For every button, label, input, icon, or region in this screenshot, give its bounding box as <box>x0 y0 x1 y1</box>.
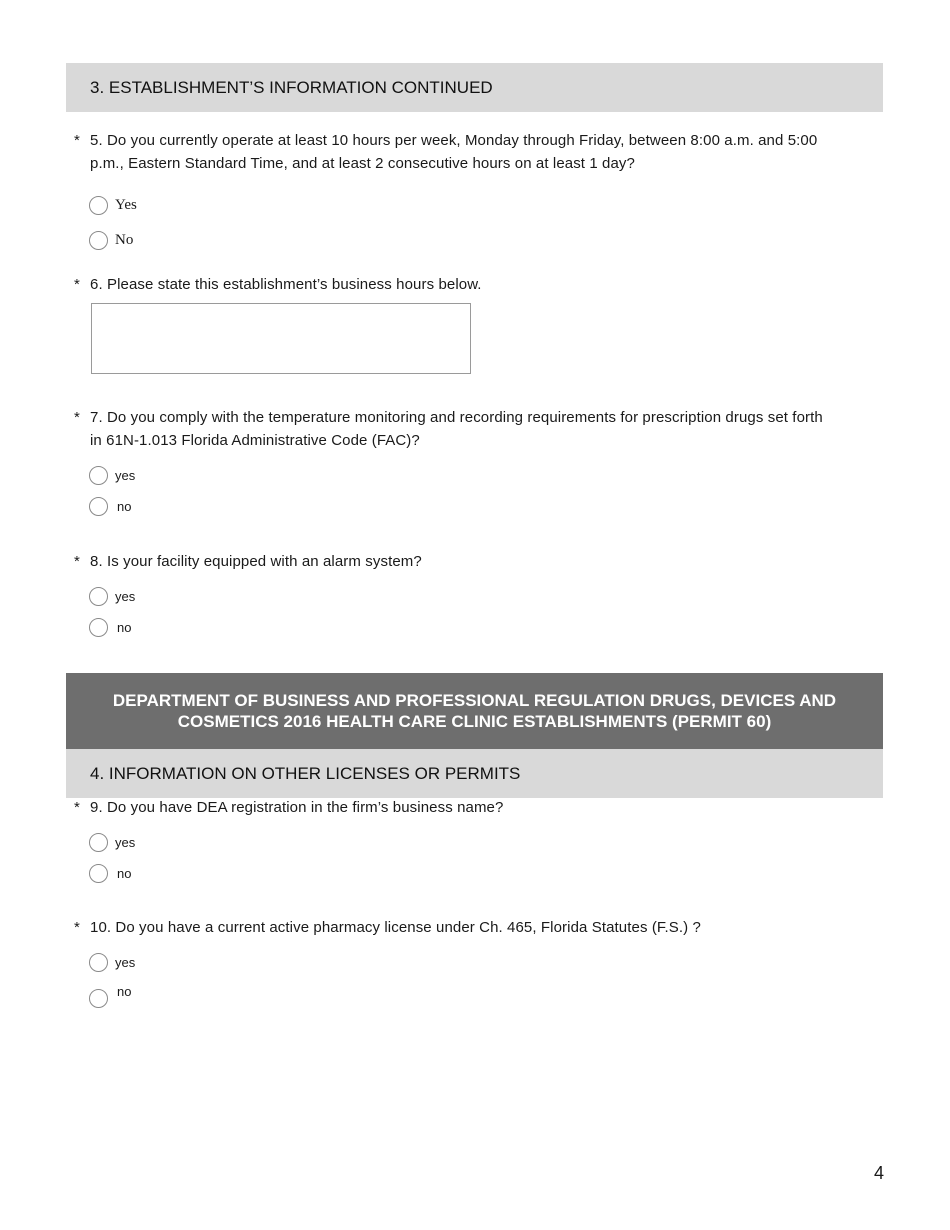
page-number: 4 <box>873 1163 884 1183</box>
q8-option-yes[interactable] <box>89 587 135 606</box>
q7-option-yes[interactable] <box>89 466 135 485</box>
question-10-text: 10. Do you have a current active pharmacy license under Ch. 465, Florida Statutes (F.S.) ? <box>90 919 701 936</box>
radio-button[interactable] <box>89 196 108 215</box>
question-8 <box>74 550 824 573</box>
question-9 <box>74 796 824 819</box>
q7-option-no-label: no <box>117 499 132 514</box>
radio-button[interactable] <box>89 953 108 972</box>
radio-button[interactable] <box>89 864 108 883</box>
required-marker: * <box>74 132 80 149</box>
q5-option-no[interactable] <box>89 231 133 250</box>
q10-option-no[interactable] <box>89 984 131 1008</box>
section-3-header <box>66 63 883 112</box>
q8-option-no-label: no <box>117 620 132 635</box>
question-7 <box>74 406 824 452</box>
radio-button[interactable] <box>89 466 108 485</box>
radio-button[interactable] <box>89 618 108 637</box>
q9-option-yes-label: yes <box>115 835 136 850</box>
banner-line-2: COSMETICS 2016 HEALTH CARE CLINIC ESTABLISHMENTS (PERMIT 60) <box>177 712 772 731</box>
question-10 <box>74 916 824 939</box>
required-marker: * <box>74 553 80 570</box>
q5-option-yes[interactable] <box>89 196 137 215</box>
q5-option-no-label: No <box>115 232 134 248</box>
required-marker: * <box>74 276 80 293</box>
radio-button[interactable] <box>89 231 108 250</box>
section-4-title: 4. INFORMATION ON OTHER LICENSES OR PERMITS <box>90 763 521 783</box>
q7-option-no[interactable] <box>89 497 131 516</box>
q9-option-yes[interactable] <box>89 833 135 852</box>
question-7-text: 7. Do you comply with the temperature monitoring and recording requirements for prescription drugs set forth in 61N-1.013 Florida Administrative Code (FAC)? <box>90 409 823 449</box>
department-banner-text <box>113 690 836 732</box>
question-9-text: 9. Do you have DEA registration in the firm’s business name? <box>90 799 504 816</box>
radio-button[interactable] <box>89 989 108 1008</box>
business-hours-textarea[interactable] <box>91 303 471 374</box>
q9-option-no[interactable] <box>89 864 131 883</box>
q9-option-no-label: no <box>117 866 132 881</box>
question-5 <box>74 129 824 175</box>
q5-option-yes-label: Yes <box>115 197 137 213</box>
radio-button[interactable] <box>89 497 108 516</box>
q10-option-no-label: no <box>117 984 132 999</box>
question-8-text: 8. Is your facility equipped with an alarm system? <box>90 553 422 570</box>
q8-option-yes-label: yes <box>115 589 136 604</box>
question-5-text: 5. Do you currently operate at least 10 hours per week, Monday through Friday, between 8:00 a.m. and 5:00 p.m., Eastern Standard Time, and at least 2 consecutive hours on at least 1 day? <box>90 132 818 172</box>
q10-option-yes-label: yes <box>115 955 136 970</box>
banner-line-1: DEPARTMENT OF BUSINESS AND PROFESSIONAL REGULATION DRUGS, DEVICES AND <box>112 691 837 710</box>
radio-button[interactable] <box>89 587 108 606</box>
department-banner <box>66 673 883 749</box>
section-4-header <box>66 749 883 798</box>
question-6 <box>74 273 824 296</box>
q10-option-yes[interactable] <box>89 953 135 972</box>
q8-option-no[interactable] <box>89 618 131 637</box>
question-6-text: 6. Please state this establishment’s business hours below. <box>90 276 482 293</box>
required-marker: * <box>74 799 80 816</box>
radio-button[interactable] <box>89 833 108 852</box>
q7-option-yes-label: yes <box>115 468 136 483</box>
required-marker: * <box>74 919 80 936</box>
section-3-title: 3. ESTABLISHMENT’S INFORMATION CONTINUED <box>90 77 493 97</box>
required-marker: * <box>74 409 80 426</box>
